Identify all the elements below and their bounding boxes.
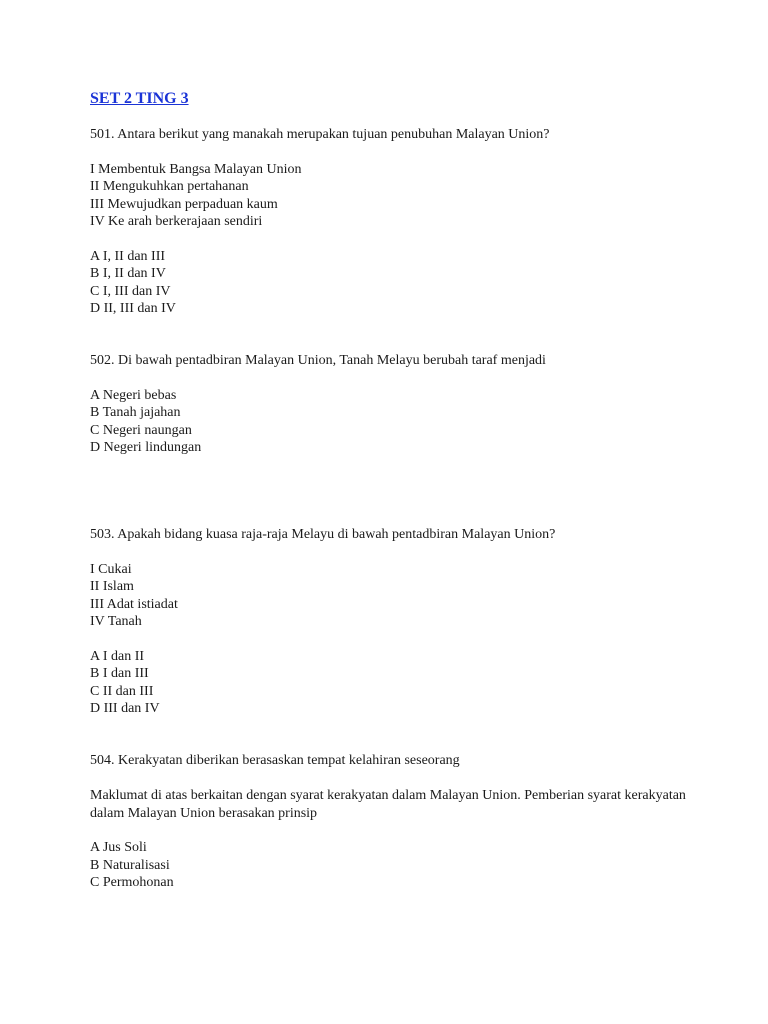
question-stem: 504. Kerakyatan diberikan berasaskan tempat kelahiran seseorang [90, 753, 460, 769]
answer-option: C Permohonan [90, 875, 174, 891]
statement-item: III Adat istiadat [90, 596, 178, 612]
statement-item: I Cukai [90, 562, 132, 577]
statement-item: I Membentuk Bangsa Malayan Union [90, 161, 302, 177]
answer-option: C I, III dan IV [90, 283, 171, 299]
answer-option: D Negeri lindungan [90, 440, 202, 456]
question-stem: 503. Apakah bidang kuasa raja-raja Melayu di bawah pentadbiran Malayan Union? [90, 527, 556, 543]
answer-option: D II, III dan IV [90, 301, 176, 317]
statement-item: IV Tanah [90, 614, 142, 630]
answer-option: B I dan III [90, 666, 149, 682]
question-stem: 501. Antara berikut yang manakah merupakan tujuan penubuhan Malayan Union? [90, 127, 550, 142]
question-passage: Maklumat di atas berkaitan dengan syarat kerakyatan dalam Malayan Union. Pemberian syarat kerakyatan dalam Malayan Union berasakan prinsip [90, 788, 686, 821]
answer-option: B Naturalisasi [90, 857, 170, 873]
question-502 [90, 352, 710, 456]
answer-option: A I, II dan III [90, 248, 166, 264]
answer-option: A Negeri bebas [90, 388, 177, 404]
question-501 [90, 126, 710, 317]
question-503 [90, 526, 710, 717]
question-504 [90, 752, 710, 891]
answer-option: A I dan II [90, 649, 145, 665]
statement-item: IV Ke arah berkerajaan sendiri [90, 214, 263, 230]
statement-item: III Mewujudkan perpaduan kaum [90, 196, 278, 212]
question-stem: 502. Di bawah pentadbiran Malayan Union, Tanah Melayu berubah taraf menjadi [90, 353, 546, 369]
document-page [90, 88, 710, 892]
answer-option: A Jus Soli [90, 840, 147, 856]
answer-option: C Negeri naungan [90, 422, 192, 438]
answer-option: B I, II dan IV [90, 266, 166, 282]
statement-item: II Islam [90, 579, 134, 595]
answer-option: D III dan IV [90, 701, 160, 717]
answer-option: C II dan III [90, 683, 154, 699]
document-title: SET 2 TING 3 [90, 90, 189, 107]
statement-item: II Mengukuhkan pertahanan [90, 179, 249, 195]
answer-option: B Tanah jajahan [90, 405, 181, 421]
